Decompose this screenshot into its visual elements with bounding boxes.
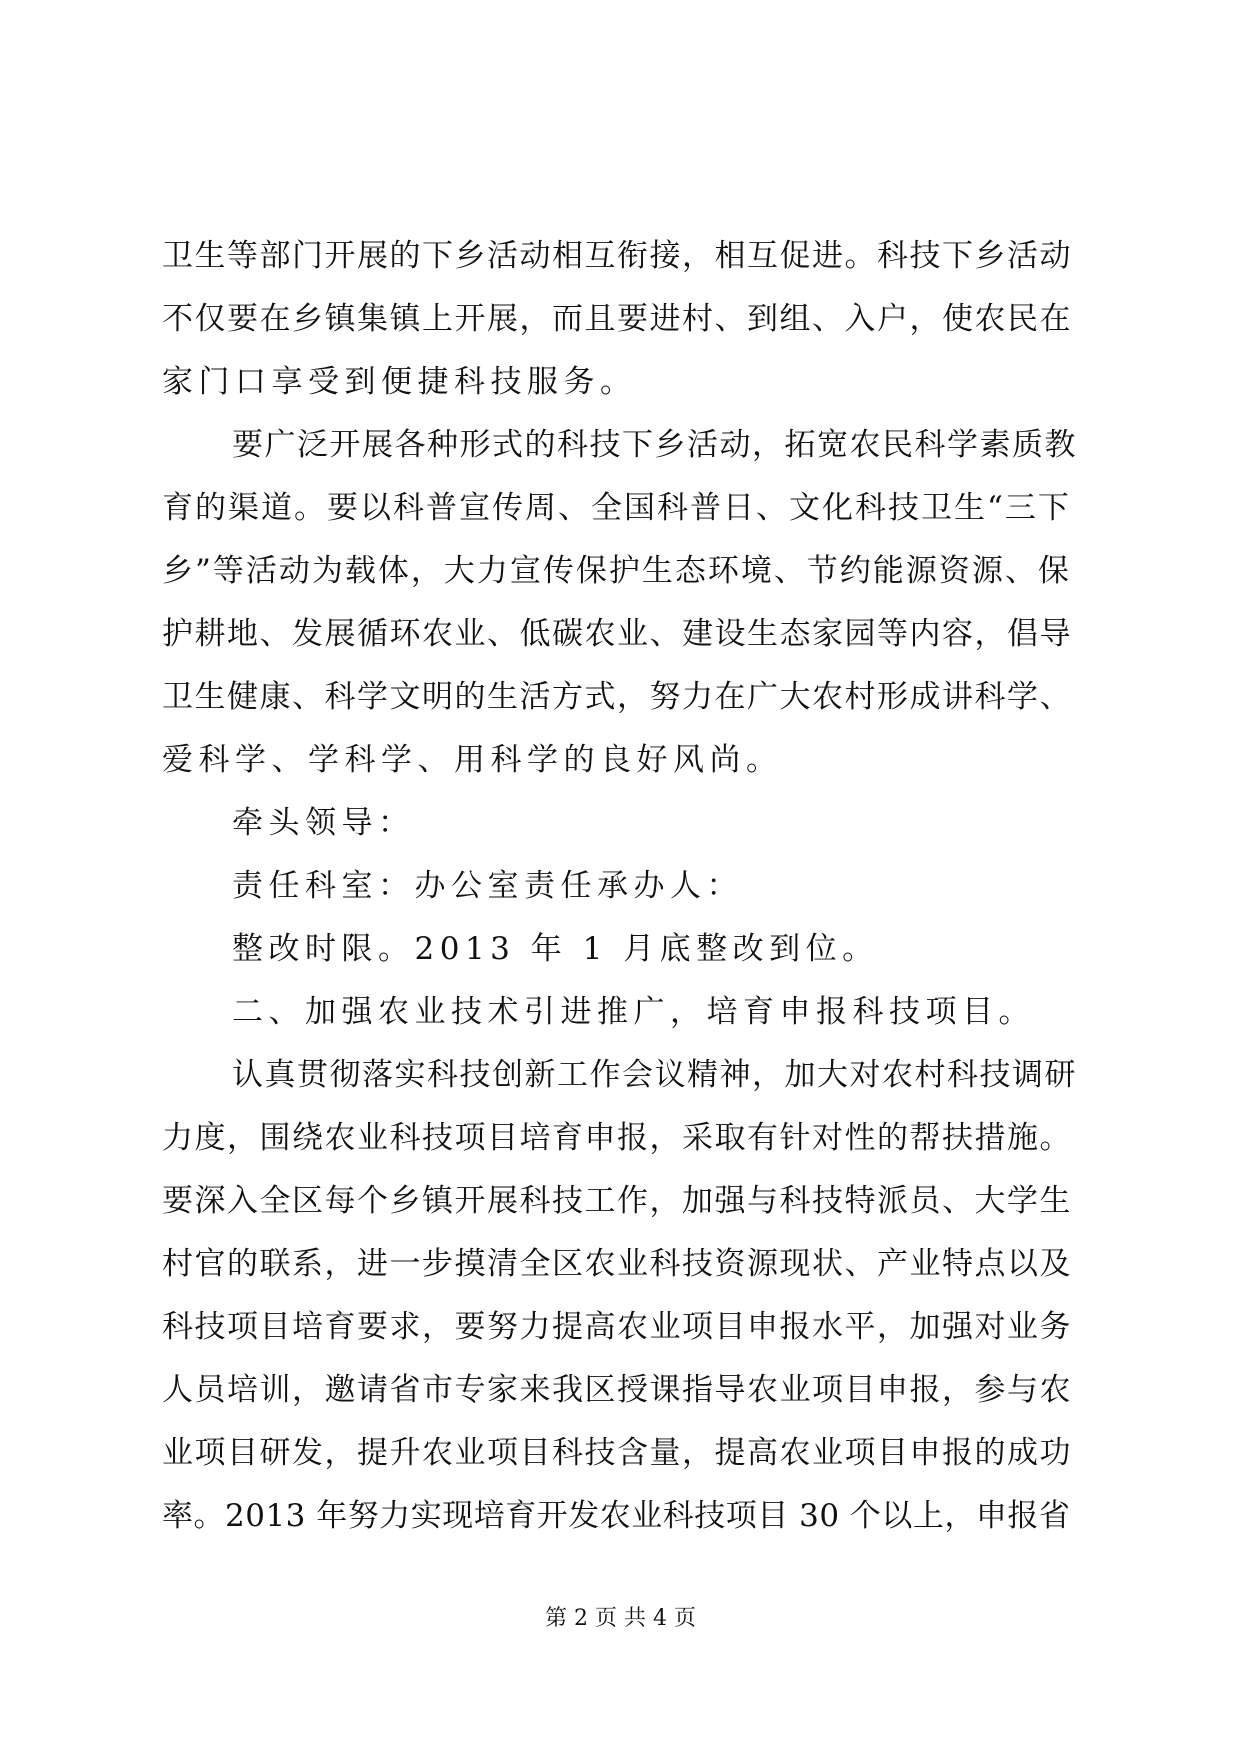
text-line: 人员培训，邀请省市专家来我区授课指导农业项目申报，参与农	[162, 1372, 1072, 1408]
text-line: 率。2013 年努力实现培育开发农业科技项目 30 个以上，申报省	[162, 1498, 1071, 1534]
text-line: 育的渠道。要以科普宣传周、全国科普日、文化科技卫生“三下	[162, 490, 1071, 526]
text-line: 科技项目培育要求，要努力提高农业项目申报水平，加强对业务	[162, 1309, 1072, 1345]
text-line: 二、加强农业技术引进推广，培育申报科技项目。	[232, 994, 1035, 1030]
document-body	[162, 225, 1082, 1548]
text-line: 认真贯彻落实科技创新工作会议精神，加大对农村科技调研	[232, 1057, 1077, 1093]
text-line: 要广泛开展各种形式的科技下乡活动，拓宽农民科学素质教	[232, 427, 1077, 463]
text-line: 爱科学、学科学、用科学的良好风尚。	[162, 742, 783, 778]
text-line: 力度，围绕农业科技项目培育申报，采取有针对性的帮扶措施。	[162, 1120, 1072, 1156]
text-line: 业项目研发，提升农业项目科技含量，提高农业项目申报的成功	[162, 1435, 1072, 1471]
text-line: 家门口享受到便捷科技服务。	[162, 364, 637, 400]
text-line: 不仅要在乡镇集镇上开展，而且要进村、到组、入户，使农民在	[162, 301, 1072, 337]
text-line: 卫生健康、科学文明的生活方式，努力在广大农村形成讲科学、	[162, 679, 1072, 715]
text-line: 要深入全区每个乡镇开展科技工作，加强与科技特派员、大学生	[162, 1183, 1072, 1219]
text-line: 乡”等活动为载体，大力宣传保护生态环境、节约能源资源、保	[162, 553, 1071, 589]
page-number-footer: 第 2 页 共 4 页	[545, 1606, 696, 1631]
text-line: 村官的联系，进一步摸清全区农业科技资源现状、产业特点以及	[162, 1246, 1072, 1282]
text-line: 责任科室：办公室责任承办人：	[232, 868, 743, 904]
text-line: 护耕地、发展循环农业、低碳农业、建设生态家园等内容，倡导	[162, 616, 1072, 652]
text-line: 牵头领导：	[232, 805, 415, 841]
text-line: 卫生等部门开展的下乡活动相互衔接，相互促进。科技下乡活动	[162, 238, 1072, 274]
text-line: 整改时限。2013 年 1 月底整改到位。	[232, 931, 879, 967]
